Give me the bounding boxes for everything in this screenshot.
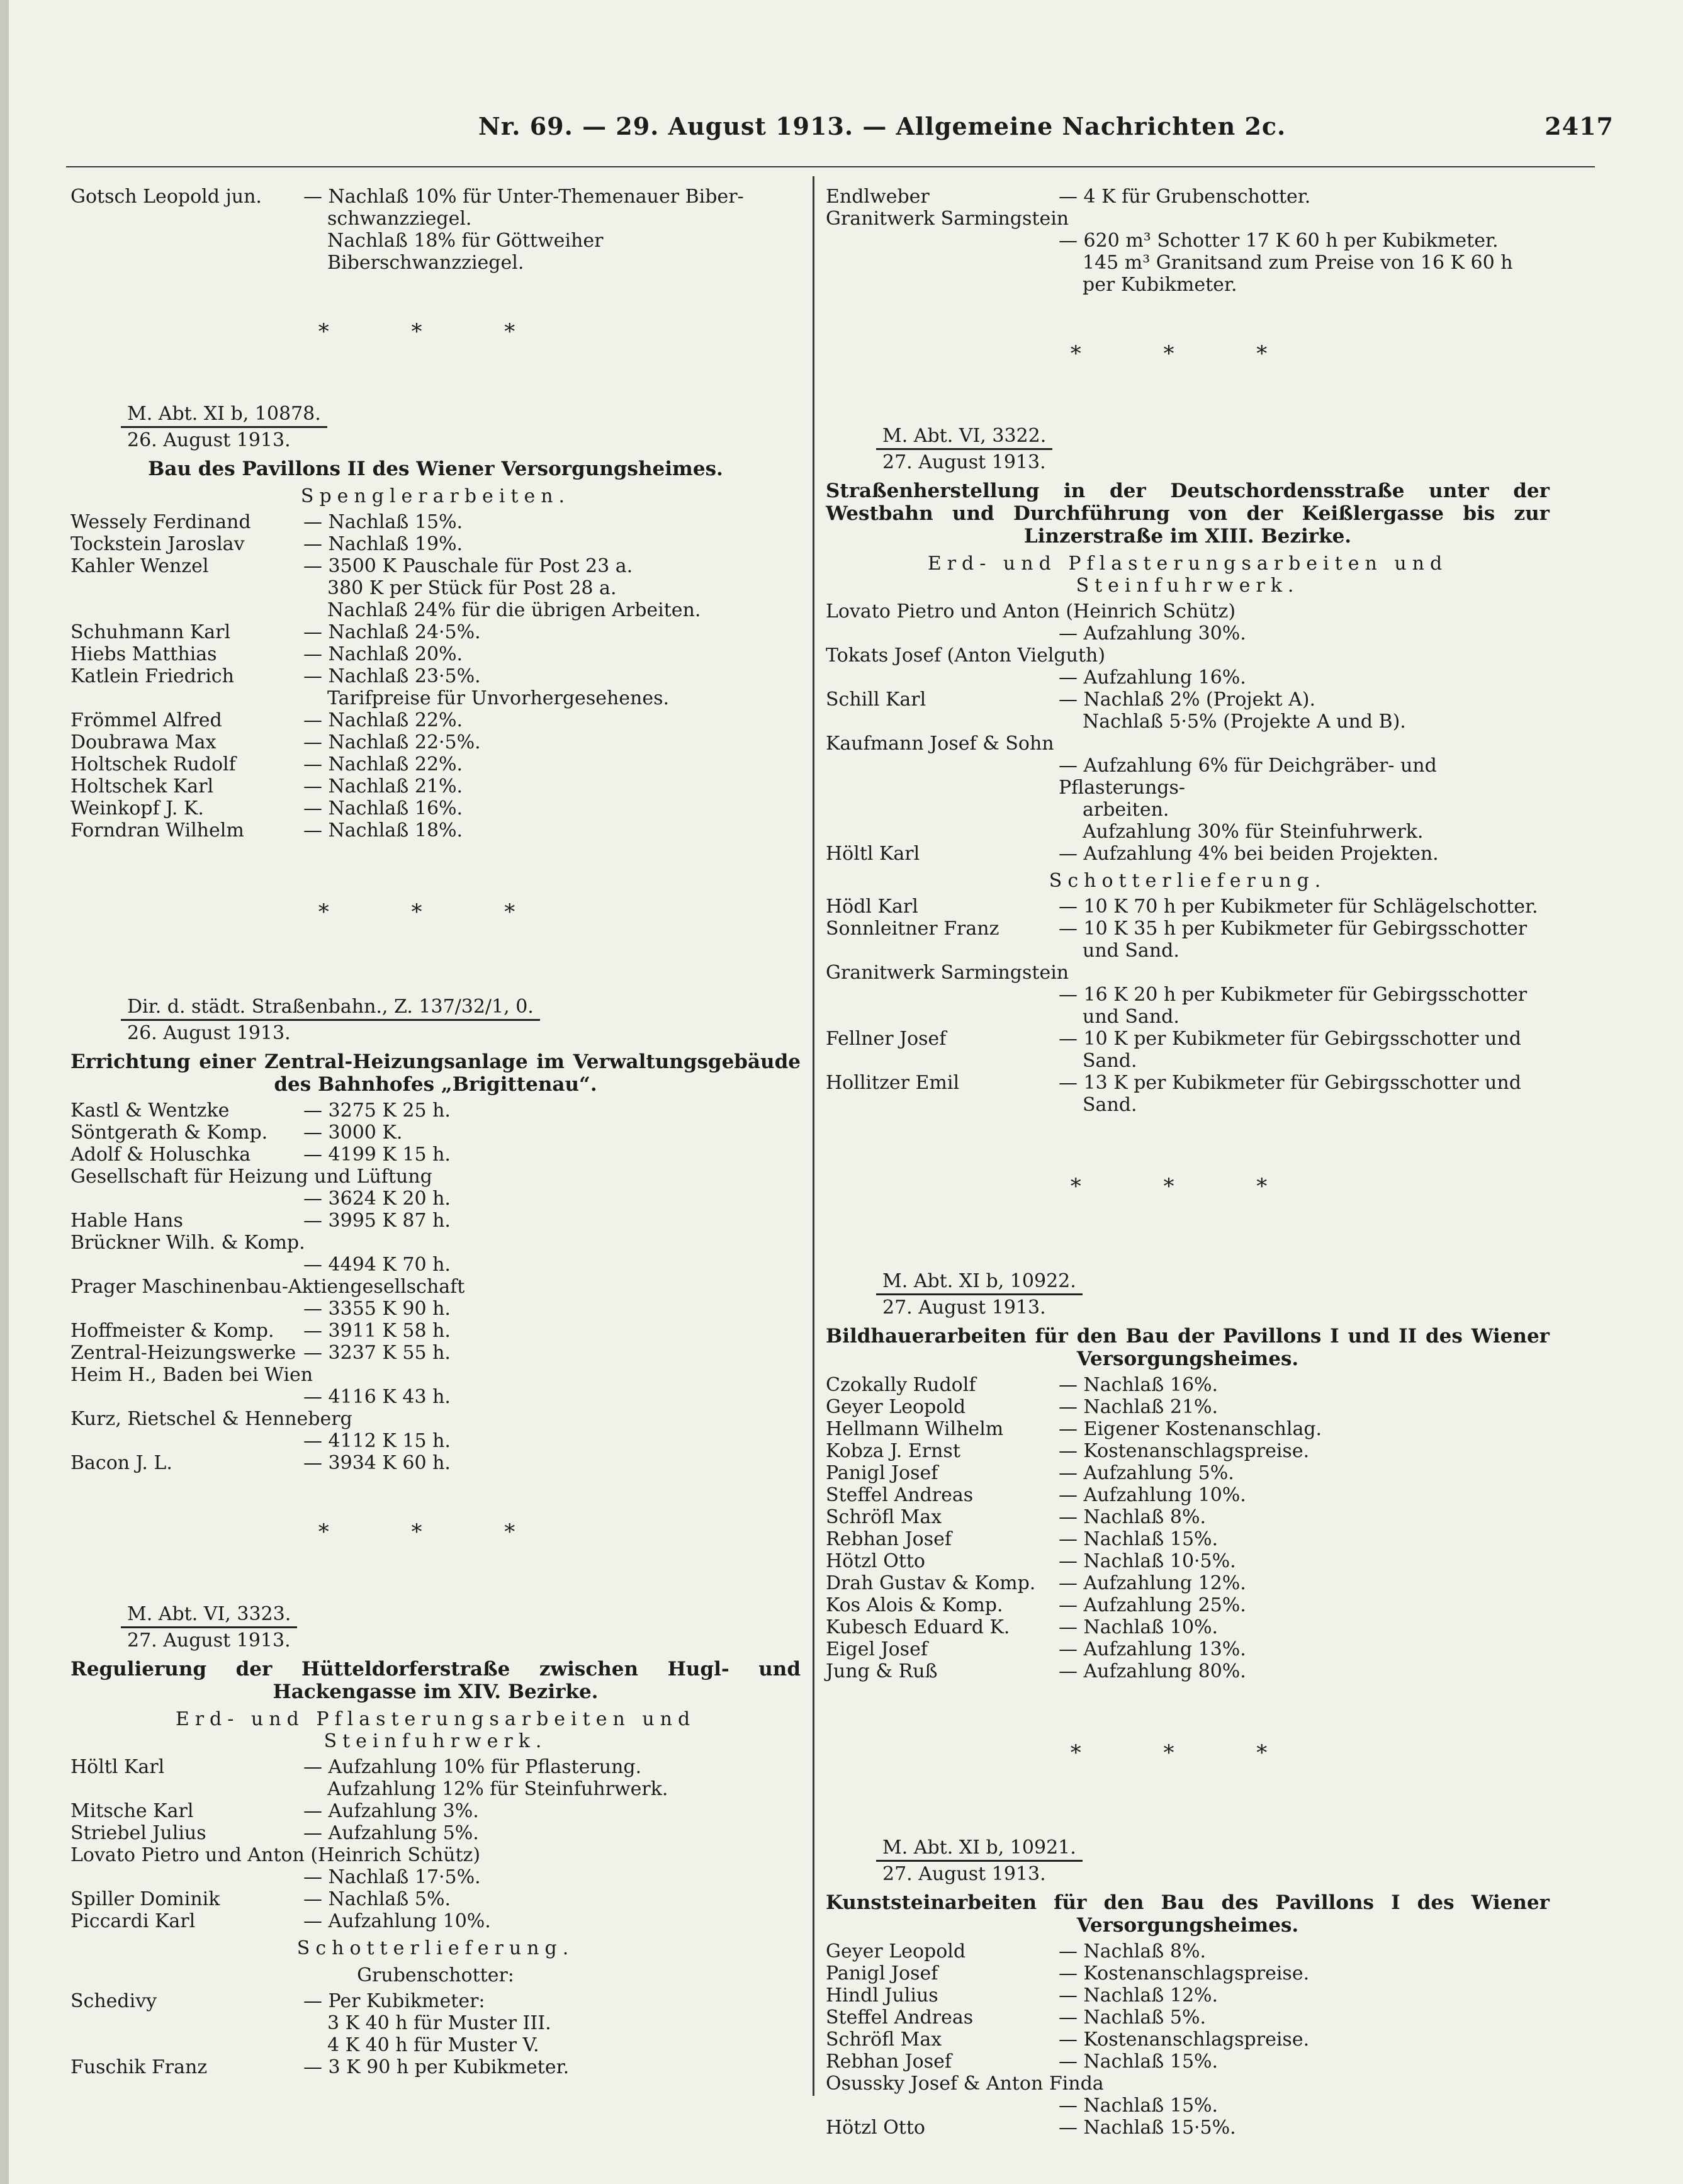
offer-text: — Aufzahlung 25%.: [1059, 1594, 1246, 1616]
bidder-name: Kahler Wenzel: [70, 555, 209, 577]
offer-text: — Nachlaß 20%.: [303, 643, 463, 665]
bidder-name: Hödl Karl: [826, 896, 918, 918]
offer-text: 4 K 40 h für Muster V.: [327, 2034, 539, 2056]
list-item: [70, 1100, 801, 1122]
list-item: [826, 1940, 1550, 1962]
page-number: 2417: [1545, 112, 1614, 140]
section-date: 26. August 1913.: [127, 429, 291, 451]
offer-text: — 10 K per Kubikmeter für Gebirgsschotter und: [1059, 1028, 1521, 1050]
list-item: [70, 1408, 801, 1452]
list-item: [826, 600, 1550, 645]
list-item: [70, 797, 801, 819]
list-item: [70, 1990, 801, 2056]
section-deutschordensstrasse: [826, 400, 1550, 1116]
section-subtitle-schotter: Schotterlieferung.: [1049, 870, 1327, 892]
section-title: Errichtung einer Zentral-Heizungsanlage im Verwaltungsgebäude des Bahnhofes „Brigittenau“.: [70, 1050, 801, 1096]
offer-text: — Nachlaß 15%.: [1059, 1528, 1219, 1550]
list-item: [826, 962, 1550, 1028]
entry-list: [826, 1940, 1550, 2139]
bidder-name: Kurz, Rietschel & Henneberg: [70, 1408, 352, 1430]
bidder-name: Gesellschaft für Heizung und Lüftung: [70, 1166, 432, 1188]
list-item: [70, 1232, 801, 1276]
offer-text: — Aufzahlung 3%.: [303, 1800, 479, 1822]
bidder-name: Steffel Andreas: [826, 2007, 974, 2029]
bidder-name: Sonnleitner Franz: [826, 918, 999, 940]
offer-text: — Nachlaß 10%.: [1059, 1616, 1219, 1638]
offer-text: — 4116 K 43 h.: [303, 1386, 451, 1408]
bidder-name: Geyer Leopold: [826, 1940, 966, 1962]
offer-text: — Nachlaß 24·5%.: [303, 621, 481, 643]
offer-text: — Aufzahlung 13%.: [1059, 1638, 1246, 1660]
bidder-name: Lovato Pietro und Anton (Heinrich Schütz): [826, 600, 1236, 622]
section-title: Straßenherstellung in der Deutschordensstraße unter der Westbahn und Durchführung von der Keißlergasse bis zur Linzerstraße im XIII. Bezirke.: [826, 480, 1550, 548]
list-item: [70, 1320, 801, 1342]
bidder-name: Hiebs Matthias: [70, 643, 217, 665]
offer-text: — 3911 K 58 h.: [303, 1320, 451, 1342]
offer-text: — Nachlaß 12%.: [1059, 1984, 1219, 2007]
bidder-name: Wessely Ferdinand: [70, 511, 251, 533]
bidder-name: Schröfl Max: [826, 2029, 942, 2051]
list-item: [70, 1276, 801, 1320]
section-divider: * * *: [318, 899, 553, 925]
entry-list: [70, 1100, 801, 1474]
section-subtitle: Erd- und Pflasterungsarbeiten und Steinfuhrwerk.: [927, 553, 1448, 597]
bidder-name: Forndran Wilhelm: [70, 819, 244, 842]
list-item: [826, 2117, 1550, 2139]
list-item: [70, 2056, 801, 2078]
section-bildhauerarbeiten: [826, 1245, 1550, 1682]
running-title: Nr. 69. — 29. August 1913. — Allgemeine Nachrichten 2c.: [478, 112, 1286, 140]
section-pavillon-ii-spengler: [70, 378, 801, 842]
offer-text: — Nachlaß 22%.: [303, 753, 463, 775]
bidder-name: Bacon J. L.: [70, 1452, 172, 1474]
bidder-name: Hellmann Wilhelm: [826, 1418, 1004, 1440]
list-item: [70, 1144, 801, 1166]
offer-text: — Aufzahlung 5%.: [303, 1822, 479, 1844]
offer-text: 3 K 40 h für Muster III.: [327, 2012, 551, 2034]
bidder-name: Brückner Wilh. & Komp.: [70, 1232, 305, 1254]
section-title: Bildhauerarbeiten für den Bau der Pavillons I und II des Wiener Versorgungsheimes.: [826, 1325, 1550, 1370]
list-item: [70, 1342, 801, 1364]
offer-text: — Nachlaß 8%.: [1059, 1940, 1206, 1962]
list-item: [70, 555, 801, 621]
list-item: [826, 2007, 1550, 2029]
list-item: [826, 1638, 1550, 1660]
section-subtitle-grubenschotter: Grubenschotter:: [357, 1964, 514, 1986]
list-item: [70, 1910, 801, 1932]
section-subtitle-schotter: Schotterlieferung.: [296, 1937, 575, 1959]
list-item: [826, 2029, 1550, 2051]
list-item: [826, 689, 1550, 733]
bidder-name: Hollitzer Emil: [826, 1072, 960, 1094]
offer-text: und Sand.: [1083, 940, 1179, 962]
bidder-name: Eigel Josef: [826, 1638, 928, 1660]
offer-text: — Nachlaß 22%.: [303, 709, 463, 731]
section-reference: M. Abt. XI b, 10921.: [876, 1837, 1083, 1862]
offer-text: — Nachlaß 15%.: [303, 511, 463, 533]
list-item: [826, 1072, 1550, 1116]
offer-text: — Aufzahlung 6% für Deichgräber- und Pflasterungs-: [1059, 755, 1437, 799]
bidder-name: Kastl & Wentzke: [70, 1100, 230, 1122]
offer-text: — 10 K 70 h per Kubikmeter für Schlägelschotter.: [1059, 896, 1538, 918]
bidder-name: Fuschik Franz: [70, 2056, 208, 2078]
section-huetteldorferstrasse: [70, 1578, 801, 2078]
section-title: Regulierung der Hütteldorferstraße zwischen Hugl- und Hackengasse im XIV. Bezirke.: [70, 1658, 801, 1703]
list-item: [826, 1962, 1550, 1984]
entry-list: [826, 1374, 1550, 1682]
list-item: [826, 896, 1550, 918]
bidder-name: Tockstein Jaroslav: [70, 533, 245, 555]
offer-text: — 13 K per Kubikmeter für Gebirgsschotter und: [1059, 1072, 1521, 1094]
offer-text: — Aufzahlung 30%.: [1059, 622, 1246, 645]
bidder-name: Kobza J. Ernst: [826, 1440, 960, 1462]
offer-text: — Nachlaß 5%.: [1059, 2007, 1206, 2029]
section-zentralheizung: [70, 971, 801, 1474]
bidder-name: Granitwerk Sarmingstein: [826, 962, 1069, 984]
offer-text: — 3275 K 25 h.: [303, 1100, 451, 1122]
right-column: [826, 186, 1550, 2139]
bidder-name: Schuhmann Karl: [70, 621, 231, 643]
section-date: 27. August 1913.: [882, 1863, 1046, 1885]
list-item: [70, 753, 801, 775]
section-subtitle: Erd- und Pflasterungsarbeiten und Steinfuhrwerk.: [175, 1708, 696, 1752]
column-rule: [813, 176, 814, 2096]
bidder-name: Rebhan Josef: [826, 1528, 952, 1550]
right-top-entries: [826, 186, 1550, 296]
offer-text: — 3 K 90 h per Kubikmeter.: [303, 2056, 570, 2078]
list-item: [826, 733, 1550, 843]
bidder-name: Kaufmann Josef & Sohn: [826, 733, 1054, 755]
list-item: [70, 731, 801, 753]
section-reference: M. Abt. XI b, 10878.: [121, 403, 327, 428]
list-item: [70, 775, 801, 797]
bidder-name: Gotsch Leopold jun.: [70, 186, 262, 208]
bidder-name: Prager Maschinenbau-Aktiengesellschaft: [70, 1276, 465, 1298]
left-column: [70, 186, 801, 2078]
list-item: [70, 1844, 801, 1888]
list-item: [70, 511, 801, 533]
left-top-entry: [70, 186, 801, 274]
bidder-name: Höltl Karl: [826, 843, 920, 865]
bidder-name: Striebel Julius: [70, 1822, 206, 1844]
list-item: [826, 186, 1550, 208]
section-divider: * * *: [318, 1519, 553, 1545]
bidder-name: Holtschek Rudolf: [70, 753, 236, 775]
bidder-name: Lovato Pietro und Anton (Heinrich Schütz): [70, 1844, 481, 1866]
bidder-name: Schröfl Max: [826, 1506, 942, 1528]
offer-text: — 3500 K Pauschale für Post 23 a.: [303, 555, 633, 577]
offer-text: Nachlaß 5·5% (Projekte A und B).: [1083, 711, 1406, 733]
offer-text: — Aufzahlung 80%.: [1059, 1660, 1246, 1682]
bidder-name: Kubesch Eduard K.: [826, 1616, 1010, 1638]
bidder-name: Adolf & Holuschka: [70, 1144, 251, 1166]
offer-text: — Nachlaß 8%.: [1059, 1506, 1206, 1528]
offer-text: — Nachlaß 19%.: [303, 533, 463, 555]
section-divider: * * *: [1070, 1740, 1305, 1765]
offer-text: Tarifpreise für Unvorhergesehenes.: [327, 687, 670, 709]
bidder-name: Schill Karl: [826, 689, 926, 711]
list-item: [826, 1028, 1550, 1072]
list-item: [70, 1822, 801, 1844]
offer-text: arbeiten.: [1083, 799, 1169, 821]
section-date: 26. August 1913.: [127, 1022, 291, 1044]
list-item: [826, 1984, 1550, 2007]
header-rule: [66, 166, 1595, 167]
list-item: [70, 1800, 801, 1822]
offer-text: — Kostenanschlagspreise.: [1059, 1962, 1310, 1984]
offer-text: — Nachlaß 21%.: [303, 775, 463, 797]
bidder-name: Jung & Ruß: [826, 1660, 938, 1682]
list-item: [70, 819, 801, 842]
offer-text: Nachlaß 24% für die übrigen Arbeiten.: [327, 599, 701, 621]
offer-text: — Nachlaß 16%.: [303, 797, 463, 819]
offer-text: und Sand.: [1083, 1006, 1179, 1028]
list-item: [826, 918, 1550, 962]
offer-text: — 3355 K 90 h.: [303, 1298, 451, 1320]
offer-text: — 10 K 35 h per Kubikmeter für Gebirgsschotter: [1059, 918, 1528, 940]
offer-text: per Kubikmeter.: [1083, 274, 1237, 296]
offer-text: — Nachlaß 16%.: [1059, 1374, 1219, 1396]
list-item: [826, 1484, 1550, 1506]
list-item: [826, 1374, 1550, 1396]
list-item: [826, 1440, 1550, 1462]
offer-text: — 4112 K 15 h.: [303, 1430, 451, 1452]
section-reference: M. Abt. VI, 3322.: [876, 425, 1052, 450]
list-item: [70, 665, 801, 709]
offer-text: — 3237 K 55 h.: [303, 1342, 451, 1364]
entry-list: [826, 600, 1550, 865]
bidder-name: Frömmel Alfred: [70, 709, 222, 731]
offer-text: — 4494 K 70 h.: [303, 1254, 451, 1276]
section-date: 27. August 1913.: [882, 451, 1046, 473]
offer-text: — Kostenanschlagspreise.: [1059, 1440, 1310, 1462]
list-item: [826, 2051, 1550, 2073]
entry-list: [70, 511, 801, 842]
list-item: [70, 1166, 801, 1210]
list-item: [70, 1452, 801, 1474]
list-item: [826, 1550, 1550, 1572]
bidder-name: Endlweber: [826, 186, 930, 208]
list-item: [826, 1594, 1550, 1616]
list-item: [826, 1660, 1550, 1682]
offer-text: 380 K per Stück für Post 28 a.: [327, 577, 617, 599]
offer-text: Aufzahlung 30% für Steinfuhrwerk.: [1083, 821, 1424, 843]
list-item: [826, 1616, 1550, 1638]
bidder-name: Hötzl Otto: [826, 1550, 925, 1572]
offer-text: — Nachlaß 22·5%.: [303, 731, 481, 753]
offer-text: — Nachlaß 10% für Unter-Themenauer Biber-: [303, 186, 744, 208]
offer-text: — 3934 K 60 h.: [303, 1452, 451, 1474]
list-item: [70, 1210, 801, 1232]
list-item: [826, 1506, 1550, 1528]
bidder-name: Doubrawa Max: [70, 731, 217, 753]
list-item: [70, 1364, 801, 1408]
section-divider: * * *: [1070, 341, 1305, 366]
offer-text: — 3000 K.: [303, 1122, 403, 1144]
offer-text: — Nachlaß 18%.: [303, 819, 463, 842]
bidder-name: Panigl Josef: [826, 1962, 938, 1984]
bidder-name: Hötzl Otto: [826, 2117, 925, 2139]
bidder-name: Heim H., Baden bei Wien: [70, 1364, 313, 1386]
bidder-name: Weinkopf J. K.: [70, 797, 204, 819]
list-item: [70, 1888, 801, 1910]
bidder-name: Osussky Josef & Anton Finda: [826, 2073, 1104, 2095]
entry-list: [826, 896, 1550, 1116]
section-divider: * * *: [318, 319, 553, 344]
section-kunststeinarbeiten: [826, 1811, 1550, 2139]
bidder-name: Holtschek Karl: [70, 775, 214, 797]
offer-text: — Aufzahlung 10%.: [303, 1910, 491, 1932]
offer-text: 145 m³ Granitsand zum Preise von 16 K 60 h: [1083, 252, 1513, 274]
bidder-name: Steffel Andreas: [826, 1484, 974, 1506]
bidder-name: Mitsche Karl: [70, 1800, 194, 1822]
offer-text: — Aufzahlung 12%.: [1059, 1572, 1246, 1594]
bidder-name: Schedivy: [70, 1990, 157, 2012]
offer-text: Sand.: [1083, 1050, 1137, 1072]
list-item: [826, 2073, 1550, 2117]
entry-list: [70, 1756, 801, 1932]
bidder-name: Fellner Josef: [826, 1028, 947, 1050]
list-item: [70, 709, 801, 731]
offer-text: — Aufzahlung 5%.: [1059, 1462, 1234, 1484]
offer-text: — Aufzahlung 10%.: [1059, 1484, 1246, 1506]
offer-text: — Nachlaß 21%.: [1059, 1396, 1219, 1418]
bidder-name: Kos Alois & Komp.: [826, 1594, 1003, 1616]
offer-text: Sand.: [1083, 1094, 1137, 1116]
bidder-name: Rebhan Josef: [826, 2051, 952, 2073]
list-item: [70, 643, 801, 665]
offer-text: — Nachlaß 2% (Projekt A).: [1059, 689, 1316, 711]
list-item: [826, 843, 1550, 865]
offer-text: — 3624 K 20 h.: [303, 1188, 451, 1210]
offer-text: — Nachlaß 23·5%.: [303, 665, 481, 687]
offer-text: — Kostenanschlagspreise.: [1059, 2029, 1310, 2051]
section-reference: M. Abt. VI, 3323.: [121, 1603, 297, 1628]
list-item: [70, 1122, 801, 1144]
section-reference: Dir. d. städt. Straßenbahn., Z. 137/32/1, 0.: [121, 996, 540, 1021]
offer-text: — 4199 K 15 h.: [303, 1144, 451, 1166]
list-item: [70, 533, 801, 555]
bidder-name: Panigl Josef: [826, 1462, 938, 1484]
offer-text: — Nachlaß 15·5%.: [1059, 2117, 1236, 2139]
offer-text: — Nachlaß 10·5%.: [1059, 1550, 1236, 1572]
bidder-name: Czokally Rudolf: [826, 1374, 976, 1396]
offer-text: — Eigener Kostenanschlag.: [1059, 1418, 1322, 1440]
list-item: [826, 1396, 1550, 1418]
offer-text: — 3995 K 87 h.: [303, 1210, 451, 1232]
offer-text: schwanzziegel.: [327, 208, 472, 230]
entry-list: [70, 1990, 801, 2078]
bidder-name: Tokats Josef (Anton Vielguth): [826, 645, 1106, 667]
bidder-name: Geyer Leopold: [826, 1396, 966, 1418]
offer-text: — Aufzahlung 10% für Pflasterung.: [303, 1756, 642, 1778]
section-reference: M. Abt. XI b, 10922.: [876, 1270, 1083, 1295]
section-title: Kunststeinarbeiten für den Bau des Pavillons I des Wiener Versorgungsheimes.: [826, 1891, 1550, 1937]
bidder-name: Drah Gustav & Komp.: [826, 1572, 1036, 1594]
bidder-name: Hable Hans: [70, 1210, 183, 1232]
list-item: [70, 621, 801, 643]
bidder-name: Hoffmeister & Komp.: [70, 1320, 274, 1342]
section-title: Bau des Pavillons II des Wiener Versorgungsheimes.: [148, 458, 723, 480]
offer-text: — 4 K für Grubenschotter.: [1059, 186, 1311, 208]
bidder-name: Granitwerk Sarmingstein: [826, 208, 1069, 230]
list-item: [826, 1572, 1550, 1594]
offer-text: — Aufzahlung 4% bei beiden Projekten.: [1059, 843, 1439, 865]
bidder-name: Söntgerath & Komp.: [70, 1122, 268, 1144]
offer-text: Nachlaß 18% für Göttweiher Biberschwanzziegel.: [327, 230, 604, 274]
offer-text: — Nachlaß 15%.: [1059, 2051, 1219, 2073]
list-item: [70, 186, 801, 274]
offer-text: — Nachlaß 17·5%.: [303, 1866, 481, 1888]
offer-text: — Nachlaß 15%.: [1059, 2095, 1219, 2117]
offer-text: — 620 m³ Schotter 17 K 60 h per Kubikmeter.: [1059, 230, 1499, 252]
list-item: [826, 1462, 1550, 1484]
bidder-name: Hindl Julius: [826, 1984, 938, 2007]
bidder-name: Höltl Karl: [70, 1756, 165, 1778]
bidder-name: Spiller Dominik: [70, 1888, 220, 1910]
offer-text: — Per Kubikmeter:: [303, 1990, 485, 2012]
offer-text: — Aufzahlung 16%.: [1059, 667, 1246, 689]
list-item: [826, 1528, 1550, 1550]
bidder-name: Zentral-Heizungswerke: [70, 1342, 296, 1364]
bidder-name: Katlein Friedrich: [70, 665, 234, 687]
page-header: [69, 112, 1614, 150]
list-item: [70, 1756, 801, 1800]
offer-text: — 16 K 20 h per Kubikmeter für Gebirgsschotter: [1059, 984, 1528, 1006]
list-item: [826, 645, 1550, 689]
section-divider: * * *: [1070, 1174, 1305, 1199]
section-date: 27. August 1913.: [127, 1630, 291, 1652]
section-subtitle: Spenglerarbeiten.: [300, 485, 571, 507]
bidder-name: Piccardi Karl: [70, 1910, 196, 1932]
section-date: 27. August 1913.: [882, 1297, 1046, 1319]
list-item: [826, 208, 1550, 296]
page-edge: [0, 0, 9, 2184]
list-item: [826, 1418, 1550, 1440]
offer-text: — Nachlaß 5%.: [303, 1888, 451, 1910]
offer-text: Aufzahlung 12% für Steinfuhrwerk.: [327, 1778, 668, 1800]
